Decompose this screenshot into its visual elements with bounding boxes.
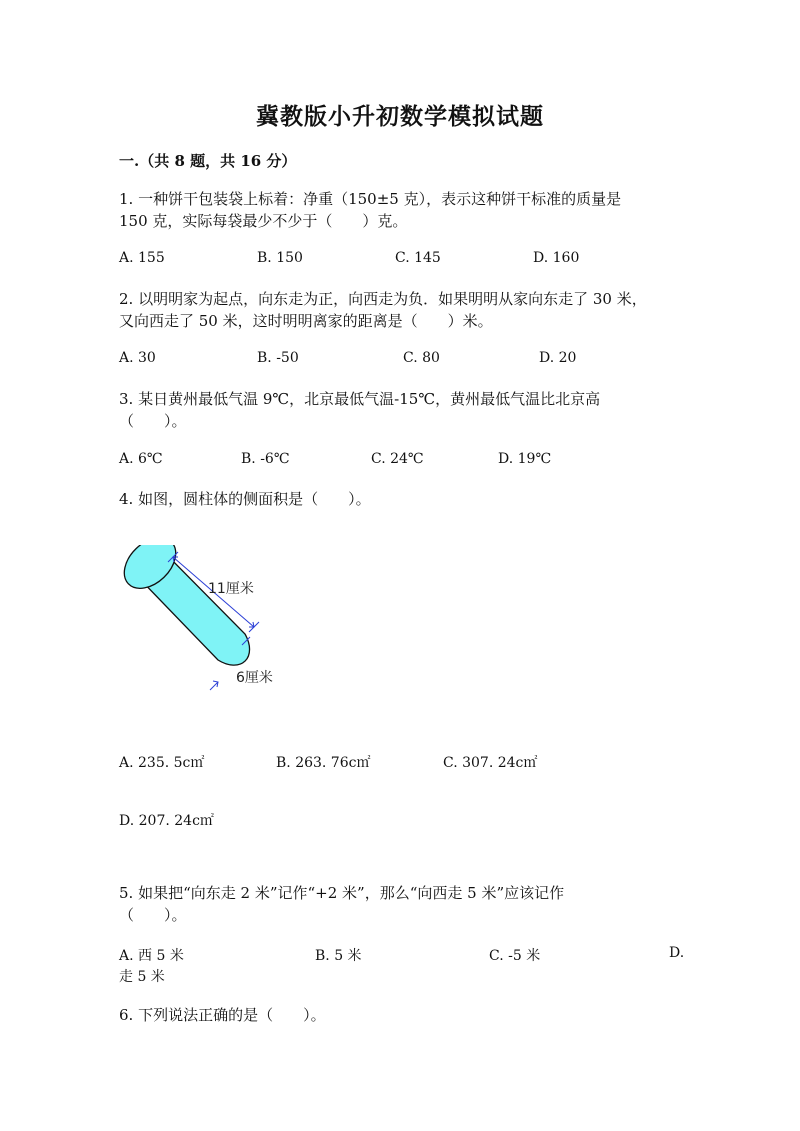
- question-3-line-1: 3. 某日黄州最低气温 9℃，北京最低气温-15℃，黄州最低气温比北京高: [119, 390, 601, 408]
- q2-option-d[interactable]: D. 20: [539, 350, 577, 366]
- question-3-line-2: （ ）。: [119, 412, 187, 430]
- q5-option-c[interactable]: C. -5 米: [489, 948, 541, 964]
- question-5-line-2: （ ）。: [119, 906, 187, 924]
- q2-option-a[interactable]: A. 30: [119, 350, 156, 366]
- q2-option-b[interactable]: B. -50: [257, 350, 299, 366]
- q4-option-a[interactable]: A. 235. 5c㎡: [119, 755, 205, 771]
- section-heading: 一.（共 8 题，共 16 分）: [119, 152, 297, 170]
- length-label: 11厘米: [208, 581, 254, 597]
- question-1: [119, 188, 689, 232]
- question-6: [119, 1004, 689, 1026]
- page-title: 冀教版小升初数学模拟试题: [256, 103, 544, 130]
- q1-option-b[interactable]: B. 150: [257, 250, 303, 266]
- q3-option-d[interactable]: D. 19℃: [498, 451, 552, 467]
- question-2-line-2: 又向西走了 50 米，这时明明离家的距离是（ ）米。: [119, 312, 493, 330]
- question-1-line-2: 150 克，实际每袋最少不少于（ ）克。: [119, 212, 408, 230]
- q4-option-d[interactable]: D. 207. 24c㎡: [119, 813, 214, 829]
- question-3: [119, 388, 689, 432]
- q3-option-b[interactable]: B. -6℃: [241, 451, 290, 467]
- q4-option-c[interactable]: C. 307. 24c㎡: [443, 755, 538, 771]
- question-6-line-1: 6. 下列说法正确的是（ ）。: [119, 1006, 326, 1024]
- cylinder-figure: [118, 545, 298, 705]
- q4-option-b[interactable]: B. 263. 76c㎡: [276, 755, 371, 771]
- question-4: [119, 488, 689, 510]
- q3-option-a[interactable]: A. 6℃: [119, 451, 163, 467]
- q2-option-c[interactable]: C. 80: [403, 350, 440, 366]
- q1-option-a[interactable]: A. 155: [119, 250, 165, 266]
- q1-option-c[interactable]: C. 145: [395, 250, 441, 266]
- q5-option-a[interactable]: A. 西 5 米: [119, 948, 184, 964]
- q1-option-d[interactable]: D. 160: [533, 250, 580, 266]
- q5-option-d-continued[interactable]: 走 5 米: [119, 969, 165, 985]
- question-1-line-1: 1. 一种饼干包装袋上标着：净重（150±5 克），表示这种饼干标准的质量是: [119, 190, 622, 208]
- q3-option-c[interactable]: C. 24℃: [371, 451, 424, 467]
- q5-option-b[interactable]: B. 5 米: [315, 948, 362, 964]
- question-2-line-1: 2. 以明明家为起点，向东走为正，向西走为负．如果明明从家向东走了 30 米，: [119, 290, 647, 308]
- question-5: [119, 882, 689, 926]
- question-5-line-1: 5. 如果把“向东走 2 米”记作“+2 米”，那么“向西走 5 米”应该记作: [119, 884, 565, 902]
- q5-option-d[interactable]: D.: [669, 945, 685, 961]
- question-4-line-1: 4. 如图，圆柱体的侧面积是（ ）。: [119, 490, 371, 508]
- question-2: [119, 288, 689, 332]
- diameter-label: 6厘米: [236, 670, 273, 686]
